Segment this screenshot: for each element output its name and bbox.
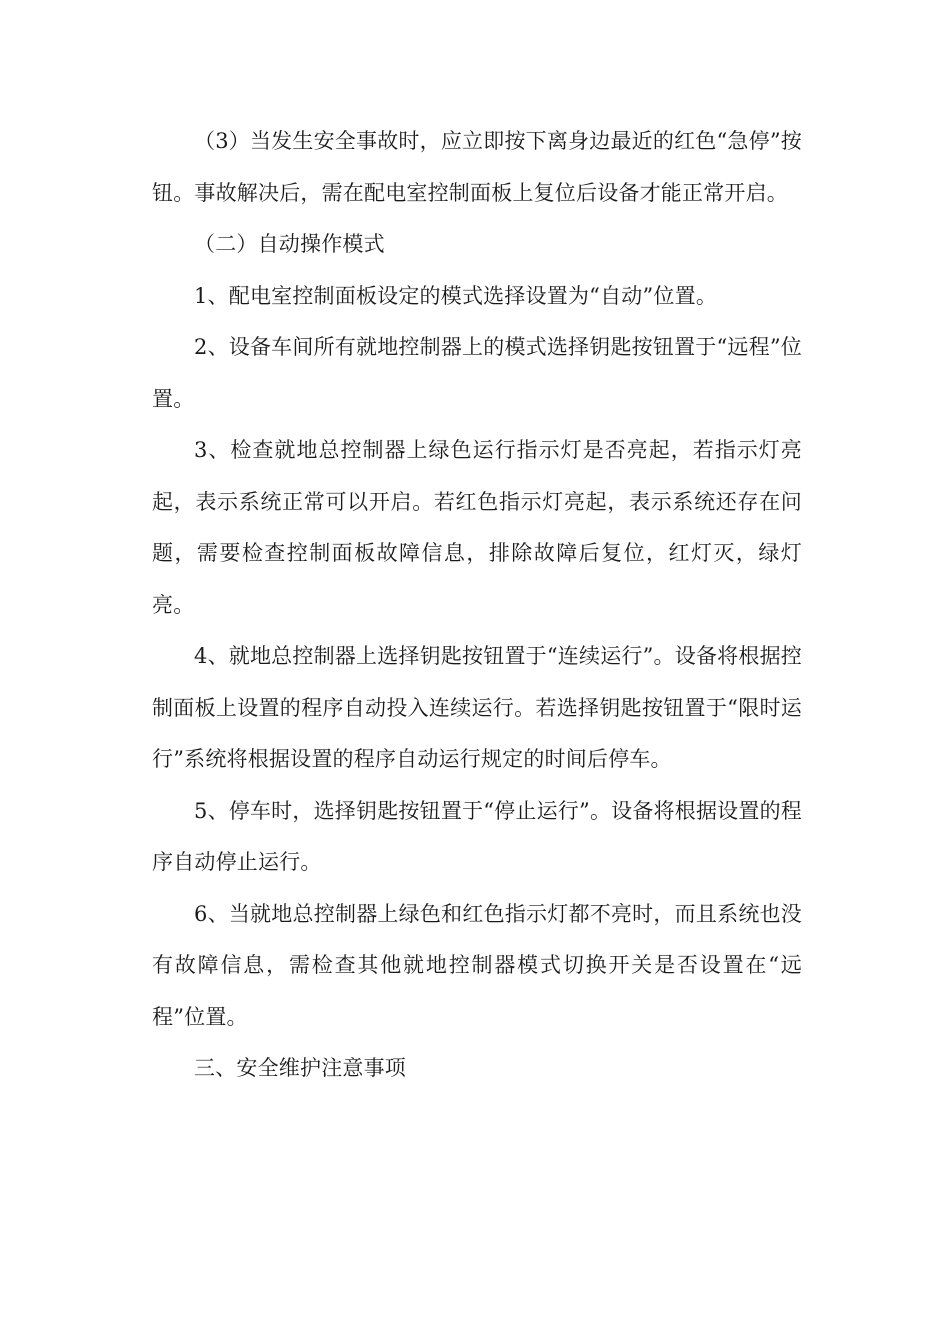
section-heading-auto-mode: （二）自动操作模式 [194,232,385,256]
document-body [152,116,802,1095]
paragraph-step-2: 2、设备车间所有就地控制器上的模式选择钥匙按钮置于“远程”位置。 [152,335,802,411]
paragraph-step-1: 1、配电室控制面板设定的模式选择设置为“自动”位置。 [194,283,718,308]
paragraph-step-4: 4、就地总控制器上选择钥匙按钮置于“连续运行”。设备将根据控制面板上设置的程序自动投入连续运行。若选择钥匙按钮置于“限时运行”系统将根据设置的程序自动运行规定的时间后停车。 [152,644,802,771]
paragraph-step-6: 6、当就地总控制器上绿色和红色指示灯都不亮时，而且系统也没有故障信息，需检查其他就地控制器模式切换开关是否设置在“远程”位置。 [152,901,802,1029]
section-heading-safety: 三、安全维护注意事项 [194,1056,406,1080]
paragraph-emergency-stop: （3）当发生安全事故时，应立即按下离身边最近的红色“急停”按钮。事故解决后，需在配电室控制面板上复位后设备才能正常开启。 [152,129,802,205]
paragraph-step-5: 5、停车时，选择钥匙按钮置于“停止运行”。设备将根据设置的程序自动停止运行。 [152,798,802,874]
paragraph-step-3: 3、检查就地总控制器上绿色运行指示灯是否亮起，若指示灯亮起，表示系统正常可以开启。若红色指示灯亮起，表示系统还存在问题，需要检查控制面板故障信息，排除故障后复位，红灯灭，绿灯亮。 [152,438,802,617]
